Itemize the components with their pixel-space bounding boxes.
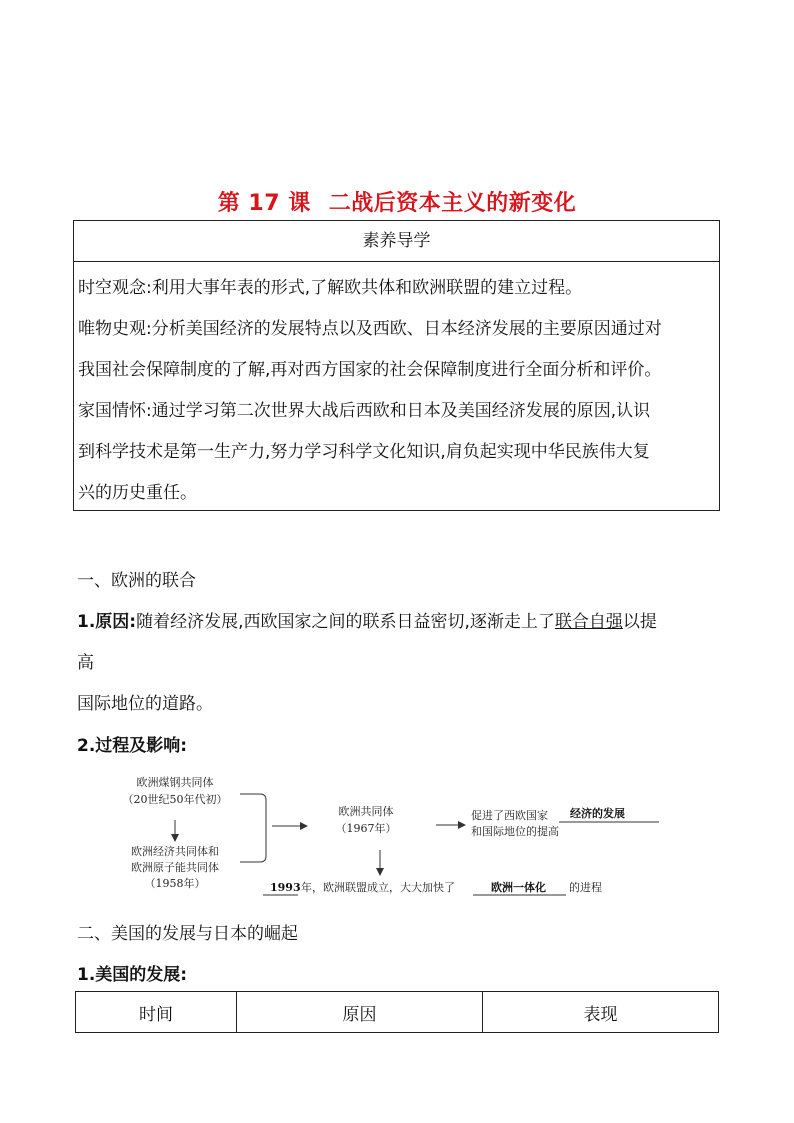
eu-blank-answer: 欧洲一体化 xyxy=(491,881,546,894)
literacy-guide-box xyxy=(73,220,720,511)
guide-line: 我国社会保障制度的了解,再对西方国家的社会保障制度进行全面分析和评价。 xyxy=(78,360,662,380)
lesson-title xyxy=(0,186,794,217)
us-development-table xyxy=(75,991,719,1033)
table-header-row xyxy=(76,992,719,1033)
us-development-label: 1.美国的发展: xyxy=(77,965,188,985)
cause-label: 1.原因: xyxy=(77,612,137,632)
lesson-name: 二战后资本主义的新变化 xyxy=(328,191,577,216)
ecsc-label: 欧洲煤钢共同体 xyxy=(136,776,214,789)
ecsc-time: （20世纪50年代初） xyxy=(122,793,228,806)
cause-wrap: 高 xyxy=(77,653,94,673)
effect-line-1: 促进了西欧国家 xyxy=(471,809,548,822)
section-heading-us-japan: 二、美国的发展与日本的崛起 xyxy=(77,924,298,944)
eu-text-b: 的进程 xyxy=(569,881,602,894)
lesson-number: 第 17 课 xyxy=(217,191,311,216)
guide-line: 时空观念:利用大事年表的形式,了解欧共体和欧洲联盟的建立过程。 xyxy=(78,278,583,298)
cause-text-end: 以提 xyxy=(622,612,657,632)
merge-bracket xyxy=(240,794,266,862)
table-header-performance: 表现 xyxy=(483,992,719,1033)
table-header-cause: 原因 xyxy=(237,992,483,1033)
ec-label: 欧洲共同体 xyxy=(338,805,394,818)
table-header-time: 时间 xyxy=(76,992,237,1033)
literacy-guide-heading: 素养导学 xyxy=(74,221,719,262)
ec-time: （1967年） xyxy=(335,822,397,835)
literacy-guide-body xyxy=(74,262,719,514)
eec-label-1: 欧洲经济共同体和 xyxy=(131,845,219,858)
process-label: 2.过程及影响: xyxy=(77,736,188,756)
eec-time: （1958年） xyxy=(144,877,206,890)
guide-line: 家国情怀:通过学习第二次世界大战后西欧和日本及美国经济发展的原因,认识 xyxy=(78,401,651,421)
eu-year: 1993 xyxy=(270,881,301,894)
effect-line-2: 和国际地位的提高 xyxy=(471,825,559,838)
guide-line: 唯物史观:分析美国经济的发展特点以及西欧、日本经济发展的主要原因通过对 xyxy=(78,319,662,339)
guide-line: 兴的历史重任。 xyxy=(78,483,197,503)
cause-line2: 国际地位的道路。 xyxy=(77,694,213,714)
cause-paragraph xyxy=(77,607,727,632)
cause-text: 随着经济发展,西欧国家之间的联系日益密切,逐渐走上了 xyxy=(136,612,555,632)
effect-blank-answer: 经济的发展 xyxy=(570,807,625,820)
cause-blank-answer: 联合自强 xyxy=(554,612,623,632)
section-heading-europe: 一、欧洲的联合 xyxy=(77,571,196,591)
eu-text-a: 年，欧洲联盟成立，大大加快了 xyxy=(301,881,455,894)
guide-line: 到科学技术是第一生产力,努力学习科学文化知识,肩负起实现中华民族伟大复 xyxy=(78,442,650,462)
eec-label-2: 欧洲原子能共同体 xyxy=(131,861,219,874)
europe-union-diagram xyxy=(100,768,700,900)
